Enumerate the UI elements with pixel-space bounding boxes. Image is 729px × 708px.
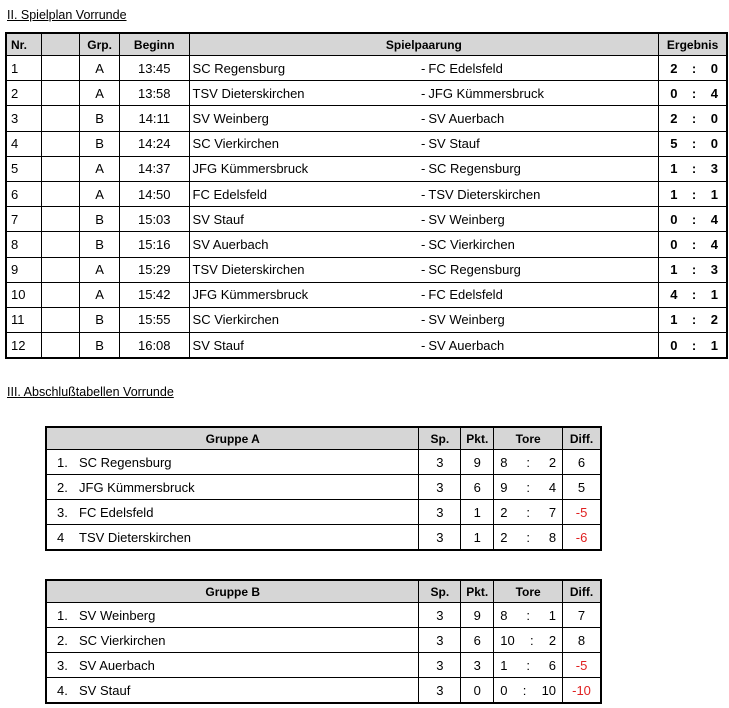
match-result-cell — [659, 257, 727, 282]
home-goals: 0 — [670, 236, 678, 252]
away-team: SC Vierkirchen — [425, 232, 658, 257]
match-group: A — [80, 282, 120, 307]
match-nr: 11 — [6, 307, 41, 332]
match-group: A — [80, 257, 120, 282]
away-goals: 1 — [710, 186, 718, 202]
match-time: 15:16 — [119, 232, 189, 257]
match-group: A — [80, 156, 120, 181]
pairing-dash: - — [415, 207, 425, 232]
match-blank-cell — [41, 232, 79, 257]
goals-cell — [494, 678, 563, 704]
goals-cell — [494, 475, 563, 500]
standings-table-group-a — [45, 426, 602, 551]
header-spielpaarung: Spielpaarung — [189, 33, 659, 56]
result-separator: : — [691, 186, 697, 202]
away-team: SV Stauf — [425, 131, 658, 156]
pairing-dash: - — [415, 307, 425, 332]
standings-row — [46, 628, 601, 653]
match-blank-cell — [41, 81, 79, 106]
home-goals: 1 — [670, 262, 678, 278]
match-time: 13:58 — [119, 81, 189, 106]
home-goals: 1 — [670, 186, 678, 202]
section-title-spielplan: II. Spielplan Vorrunde — [7, 8, 127, 22]
result-separator: : — [691, 236, 697, 252]
goal-difference: 8 — [563, 628, 601, 653]
goals — [494, 633, 562, 648]
away-team: SV Weinberg — [425, 207, 658, 232]
home-team: SV Weinberg — [189, 106, 415, 131]
team-name: SC Regensburg — [79, 454, 172, 470]
match-row — [6, 56, 727, 81]
match-nr: 4 — [6, 131, 41, 156]
points: 0 — [461, 678, 494, 704]
match-row — [6, 156, 727, 181]
match-time: 16:08 — [119, 333, 189, 359]
match-row — [6, 257, 727, 282]
goal-difference: 5 — [563, 475, 601, 500]
pairing-dash: - — [415, 106, 425, 131]
games-played: 3 — [419, 500, 461, 525]
away-team: SV Auerbach — [425, 106, 658, 131]
home-team: JFG Kümmersbruck — [189, 282, 415, 307]
team-cell — [46, 500, 419, 525]
team-name: FC Edelsfeld — [79, 504, 154, 520]
standings-row — [46, 475, 601, 500]
team-rank: 2. — [57, 479, 68, 495]
match-blank-cell — [41, 156, 79, 181]
home-team: FC Edelsfeld — [189, 181, 415, 206]
away-team: TSV Dieterskirchen — [425, 181, 658, 206]
home-goals: 0 — [670, 85, 678, 101]
standings-rows — [46, 450, 601, 551]
goals-separator: : — [526, 454, 530, 470]
goals-for: 0 — [500, 682, 508, 698]
home-goals: 2 — [670, 60, 678, 76]
match-result — [659, 312, 726, 327]
match-time: 14:37 — [119, 156, 189, 181]
goal-difference: -10 — [563, 678, 601, 704]
match-group: B — [80, 232, 120, 257]
team-name: SV Stauf — [79, 682, 131, 698]
match-time: 14:24 — [119, 131, 189, 156]
games-played: 3 — [419, 628, 461, 653]
team-cell — [46, 525, 419, 551]
result-separator: : — [691, 110, 697, 126]
match-row — [6, 106, 727, 131]
pairing-dash: - — [415, 333, 425, 359]
points: 1 — [461, 500, 494, 525]
team-name: SC Vierkirchen — [79, 632, 166, 648]
standings-row — [46, 500, 601, 525]
goal-difference: 7 — [563, 603, 601, 628]
goals-cell — [494, 653, 563, 678]
goals-against: 8 — [548, 529, 557, 545]
points: 9 — [461, 603, 494, 628]
goals-cell — [494, 525, 563, 551]
section-title-abschluss: III. Abschlußtabellen Vorrunde — [7, 385, 174, 399]
match-group: A — [80, 181, 120, 206]
goals — [494, 455, 562, 470]
goals-against: 4 — [548, 479, 557, 495]
goals-against: 6 — [548, 657, 557, 673]
match-result — [659, 237, 726, 252]
match-result — [659, 187, 726, 202]
match-time: 14:50 — [119, 181, 189, 206]
away-goals: 4 — [710, 85, 718, 101]
match-row — [6, 81, 727, 106]
match-row — [6, 232, 727, 257]
team-rank: 1. — [57, 454, 68, 470]
match-nr: 3 — [6, 106, 41, 131]
goals — [494, 480, 562, 495]
goals-cell — [494, 603, 563, 628]
goals-separator: : — [522, 682, 527, 698]
match-result — [659, 61, 726, 76]
match-group: B — [80, 106, 120, 131]
pairing-dash: - — [415, 257, 425, 282]
home-team: JFG Kümmersbruck — [189, 156, 415, 181]
team-cell — [46, 450, 419, 475]
standings-row — [46, 525, 601, 551]
match-row — [6, 181, 727, 206]
games-played: 3 — [419, 450, 461, 475]
header-tore: Tore — [494, 580, 563, 603]
match-time: 14:11 — [119, 106, 189, 131]
match-time: 13:45 — [119, 56, 189, 81]
team-rank: 3. — [57, 657, 68, 673]
team-name: JFG Kümmersbruck — [79, 479, 195, 495]
points: 6 — [461, 475, 494, 500]
away-team: SC Regensburg — [425, 156, 658, 181]
home-goals: 0 — [670, 211, 678, 227]
match-result — [659, 212, 726, 227]
games-played: 3 — [419, 603, 461, 628]
goals-against: 7 — [548, 504, 557, 520]
away-goals: 4 — [710, 211, 718, 227]
team-cell — [46, 678, 419, 704]
pairing-dash: - — [415, 81, 425, 106]
match-blank-cell — [41, 307, 79, 332]
pairing-dash: - — [415, 232, 425, 257]
goals-separator: : — [529, 632, 534, 648]
table-header-row — [46, 427, 601, 450]
pairing-dash: - — [415, 181, 425, 206]
goals-separator: : — [526, 504, 530, 520]
table-header-row — [46, 580, 601, 603]
header-beginn: Beginn — [119, 33, 189, 56]
match-nr: 8 — [6, 232, 41, 257]
result-separator: : — [691, 312, 697, 328]
goals — [494, 505, 562, 520]
match-nr: 1 — [6, 56, 41, 81]
goal-difference: -5 — [563, 500, 601, 525]
result-separator: : — [691, 337, 697, 353]
home-goals: 5 — [670, 136, 678, 152]
match-row — [6, 131, 727, 156]
away-goals: 1 — [710, 287, 718, 303]
team-rank: 1. — [57, 607, 68, 623]
match-blank-cell — [41, 181, 79, 206]
games-played: 3 — [419, 653, 461, 678]
match-blank-cell — [41, 282, 79, 307]
match-result-cell — [659, 282, 727, 307]
result-separator: : — [691, 161, 697, 177]
home-team: TSV Dieterskirchen — [189, 81, 415, 106]
goals — [494, 658, 562, 673]
result-separator: : — [691, 85, 697, 101]
match-result — [659, 287, 726, 302]
match-time: 15:42 — [119, 282, 189, 307]
match-blank-cell — [41, 257, 79, 282]
goal-difference: -6 — [563, 525, 601, 551]
home-team: SV Stauf — [189, 207, 415, 232]
pairing-dash: - — [415, 156, 425, 181]
team-name: TSV Dieterskirchen — [79, 529, 191, 545]
team-cell — [46, 475, 419, 500]
team-rank: 4 — [57, 529, 65, 545]
header-pkt: Pkt. — [461, 427, 494, 450]
goals-for: 8 — [500, 454, 508, 470]
goals — [494, 683, 562, 698]
away-team: FC Edelsfeld — [425, 282, 658, 307]
match-blank-cell — [41, 56, 79, 81]
goals-against: 2 — [548, 454, 557, 470]
away-team: SV Auerbach — [425, 333, 658, 359]
goals — [494, 608, 562, 623]
goals-cell — [494, 450, 563, 475]
goals-separator: : — [526, 607, 530, 623]
header-group-name: Gruppe B — [46, 580, 419, 603]
team-name: SV Weinberg — [79, 607, 156, 623]
goals-for: 2 — [500, 504, 508, 520]
match-group: A — [80, 56, 120, 81]
games-played: 3 — [419, 525, 461, 551]
match-row — [6, 333, 727, 359]
match-result — [659, 262, 726, 277]
header-blank — [41, 33, 79, 56]
match-result-cell — [659, 81, 727, 106]
match-group: B — [80, 207, 120, 232]
pairing-dash: - — [415, 282, 425, 307]
away-goals: 0 — [710, 136, 718, 152]
header-group-name: Gruppe A — [46, 427, 419, 450]
home-team: SC Regensburg — [189, 56, 415, 81]
away-team: JFG Kümmersbruck — [425, 81, 658, 106]
match-blank-cell — [41, 106, 79, 131]
pairing-dash: - — [415, 56, 425, 81]
standings-row — [46, 450, 601, 475]
points: 1 — [461, 525, 494, 551]
standings-row — [46, 603, 601, 628]
match-result-cell — [659, 232, 727, 257]
match-group: B — [80, 333, 120, 359]
home-goals: 1 — [670, 161, 678, 177]
goals-for: 8 — [500, 607, 508, 623]
standings-row — [46, 653, 601, 678]
header-diff: Diff. — [563, 427, 601, 450]
goals-for: 10 — [500, 632, 515, 648]
header-pkt: Pkt. — [461, 580, 494, 603]
match-result-cell — [659, 181, 727, 206]
match-result-cell — [659, 307, 727, 332]
match-nr: 2 — [6, 81, 41, 106]
home-team: SC Vierkirchen — [189, 307, 415, 332]
match-rows — [6, 56, 727, 359]
team-cell — [46, 628, 419, 653]
away-goals: 1 — [710, 337, 718, 353]
team-name: SV Auerbach — [79, 657, 155, 673]
match-result-cell — [659, 131, 727, 156]
match-schedule-table — [5, 32, 728, 359]
match-nr: 12 — [6, 333, 41, 359]
match-time: 15:03 — [119, 207, 189, 232]
home-goals: 2 — [670, 110, 678, 126]
header-ergebnis: Ergebnis — [659, 33, 727, 56]
away-goals: 3 — [710, 262, 718, 278]
match-group: A — [80, 81, 120, 106]
points: 3 — [461, 653, 494, 678]
header-diff: Diff. — [563, 580, 601, 603]
match-result-cell — [659, 333, 727, 359]
home-goals: 1 — [670, 312, 678, 328]
header-nr: Nr. — [6, 33, 41, 56]
points: 9 — [461, 450, 494, 475]
result-separator: : — [691, 211, 697, 227]
header-grp: Grp. — [80, 33, 120, 56]
match-nr: 9 — [6, 257, 41, 282]
away-team: SV Weinberg — [425, 307, 658, 332]
match-group: B — [80, 131, 120, 156]
away-goals: 2 — [710, 312, 718, 328]
home-goals: 4 — [670, 287, 678, 303]
result-separator: : — [691, 60, 697, 76]
match-nr: 10 — [6, 282, 41, 307]
goals-against: 1 — [548, 607, 557, 623]
goals-separator: : — [526, 529, 530, 545]
header-tore: Tore — [494, 427, 563, 450]
points: 6 — [461, 628, 494, 653]
goals-for: 2 — [500, 529, 508, 545]
goals-against: 2 — [548, 632, 557, 648]
match-result — [659, 161, 726, 176]
goal-difference: 6 — [563, 450, 601, 475]
goals-cell — [494, 500, 563, 525]
match-result-cell — [659, 207, 727, 232]
goal-difference: -5 — [563, 653, 601, 678]
goals-separator: : — [526, 657, 530, 673]
home-team: SC Vierkirchen — [189, 131, 415, 156]
result-separator: : — [691, 136, 697, 152]
match-nr: 7 — [6, 207, 41, 232]
team-rank: 4. — [57, 682, 68, 698]
away-team: FC Edelsfeld — [425, 56, 658, 81]
standings-rows — [46, 603, 601, 704]
match-result — [659, 338, 726, 353]
standings-table-group-b — [45, 579, 602, 704]
away-goals: 0 — [710, 60, 718, 76]
games-played: 3 — [419, 475, 461, 500]
match-row — [6, 207, 727, 232]
away-goals: 3 — [710, 161, 718, 177]
goals-for: 9 — [500, 479, 508, 495]
standings-row — [46, 678, 601, 704]
match-blank-cell — [41, 207, 79, 232]
goals-separator: : — [526, 479, 530, 495]
goals — [494, 530, 562, 545]
header-sp: Sp. — [419, 580, 461, 603]
match-result — [659, 136, 726, 151]
team-rank: 3. — [57, 504, 68, 520]
header-sp: Sp. — [419, 427, 461, 450]
result-separator: : — [691, 262, 697, 278]
home-team: SV Auerbach — [189, 232, 415, 257]
home-team: SV Stauf — [189, 333, 415, 359]
goals-for: 1 — [500, 657, 508, 673]
result-separator: : — [691, 287, 697, 303]
match-row — [6, 282, 727, 307]
team-rank: 2. — [57, 632, 68, 648]
away-goals: 0 — [710, 110, 718, 126]
table-header-row — [6, 33, 727, 56]
match-blank-cell — [41, 333, 79, 359]
match-nr: 6 — [6, 181, 41, 206]
team-cell — [46, 653, 419, 678]
goals-against: 10 — [541, 682, 557, 698]
home-goals: 0 — [670, 337, 678, 353]
match-row — [6, 307, 727, 332]
match-blank-cell — [41, 131, 79, 156]
goals-cell — [494, 628, 563, 653]
match-result — [659, 86, 726, 101]
match-nr: 5 — [6, 156, 41, 181]
away-team: SC Regensburg — [425, 257, 658, 282]
pairing-dash: - — [415, 131, 425, 156]
home-team: TSV Dieterskirchen — [189, 257, 415, 282]
away-goals: 4 — [710, 236, 718, 252]
match-time: 15:29 — [119, 257, 189, 282]
team-cell — [46, 603, 419, 628]
match-result — [659, 111, 726, 126]
match-result-cell — [659, 156, 727, 181]
games-played: 3 — [419, 678, 461, 704]
match-time: 15:55 — [119, 307, 189, 332]
match-group: B — [80, 307, 120, 332]
match-result-cell — [659, 56, 727, 81]
match-result-cell — [659, 106, 727, 131]
